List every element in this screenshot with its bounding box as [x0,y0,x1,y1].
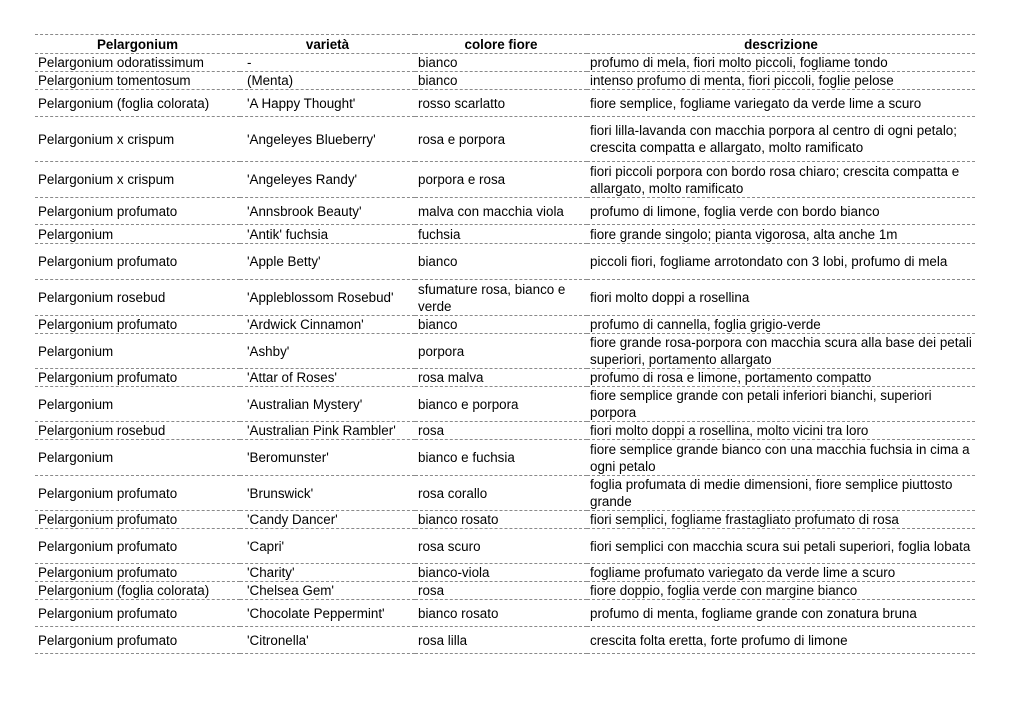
cell-species: Pelargonium [35,225,240,244]
cell-species: Pelargonium profumato [35,511,240,529]
cell-description: piccoli fiori, fogliame arrotondato con 3 lobi, profumo di mela [587,244,975,280]
cell-description: fiori piccoli porpora con bordo rosa chiaro; crescita compatta e allargato, molto ramificato [587,162,975,198]
cell-description: profumo di cannella, foglia grigio-verde [587,316,975,334]
cell-variety: 'Australian Pink Rambler' [240,422,415,440]
cell-description: fogliame profumato variegato da verde lime a scuro [587,564,975,582]
spreadsheet-page [35,34,975,654]
cell-description: profumo di rosa e limone, portamento compatto [587,369,975,387]
table-row [35,600,975,627]
cell-flower-color: fuchsia [415,225,587,244]
cell-variety: 'Ardwick Cinnamon' [240,316,415,334]
cell-species: Pelargonium tomentosum [35,72,240,90]
cell-description: fiore doppio, foglia verde con margine bianco [587,582,975,600]
cell-variety: 'Attar of Roses' [240,369,415,387]
cell-description: fiore grande rosa-porpora con macchia scura alla base dei petali superiori, portamento allargato [587,334,975,369]
cell-species: Pelargonium x crispum [35,162,240,198]
cell-species: Pelargonium [35,334,240,369]
cell-variety: 'Apple Betty' [240,244,415,280]
cell-species: Pelargonium rosebud [35,422,240,440]
table-row [35,117,975,162]
table-row [35,476,975,511]
cell-variety: 'A Happy Thought' [240,90,415,117]
cell-flower-color: bianco [415,54,587,72]
table-row [35,627,975,654]
cell-variety: - [240,54,415,72]
cell-variety: 'Candy Dancer' [240,511,415,529]
cell-flower-color: porpora e rosa [415,162,587,198]
table-row [35,198,975,225]
header-species: Pelargonium [35,35,240,54]
cell-species: Pelargonium profumato [35,476,240,511]
cell-species: Pelargonium odoratissimum [35,54,240,72]
table-row [35,440,975,476]
cell-description: fiori semplici con macchia scura sui petali superiori, foglia lobata [587,529,975,564]
cell-species: Pelargonium x crispum [35,117,240,162]
cell-variety: 'Ashby' [240,334,415,369]
table-row [35,511,975,529]
cell-flower-color: rosa lilla [415,627,587,654]
cell-description: fiori lilla-lavanda con macchia porpora al centro di ogni petalo; crescita compatta e allargato, molto ramificato [587,117,975,162]
cell-description: foglia profumata di medie dimensioni, fiore semplice piuttosto grande [587,476,975,511]
cell-species: Pelargonium profumato [35,600,240,627]
cell-description: fiore semplice grande bianco con una macchia fuchsia in cima a ogni petalo [587,440,975,476]
cell-variety: 'Chelsea Gem' [240,582,415,600]
cell-description: fiore semplice grande con petali inferiori bianchi, superiori porpora [587,387,975,422]
cell-variety: 'Angeleyes Randy' [240,162,415,198]
cell-species: Pelargonium rosebud [35,280,240,316]
table-row [35,334,975,369]
cell-flower-color: bianco [415,316,587,334]
cell-species: Pelargonium profumato [35,529,240,564]
cell-description: fiore semplice, fogliame variegato da verde lime a scuro [587,90,975,117]
cell-description: profumo di limone, foglia verde con bordo bianco [587,198,975,225]
cell-flower-color: rosa [415,422,587,440]
cell-flower-color: bianco e fuchsia [415,440,587,476]
cell-flower-color: rosa corallo [415,476,587,511]
cell-variety: 'Appleblossom Rosebud' [240,280,415,316]
cell-variety: 'Beromunster' [240,440,415,476]
table-row [35,529,975,564]
cell-flower-color: bianco rosato [415,511,587,529]
cell-variety: 'Annsbrook Beauty' [240,198,415,225]
header-row [35,35,975,54]
cell-description: fiore grande singolo; pianta vigorosa, alta anche 1m [587,225,975,244]
cell-species: Pelargonium profumato [35,198,240,225]
table-row [35,387,975,422]
cell-description: intenso profumo di menta, fiori piccoli, foglie pelose [587,72,975,90]
cell-description: fiori semplici, fogliame frastagliato profumato di rosa [587,511,975,529]
cell-species: Pelargonium (foglia colorata) [35,582,240,600]
table-row [35,280,975,316]
table-row [35,582,975,600]
cell-flower-color: bianco e porpora [415,387,587,422]
table-row [35,225,975,244]
cell-variety: 'Charity' [240,564,415,582]
cell-flower-color: bianco [415,72,587,90]
cell-variety: (Menta) [240,72,415,90]
table-body [35,54,975,654]
cell-flower-color: malva con macchia viola [415,198,587,225]
cell-flower-color: rosa e porpora [415,117,587,162]
cell-species: Pelargonium profumato [35,369,240,387]
table-row [35,244,975,280]
cell-variety: 'Angeleyes Blueberry' [240,117,415,162]
cell-flower-color: porpora [415,334,587,369]
cell-flower-color: sfumature rosa, bianco e verde [415,280,587,316]
cell-description: profumo di menta, fogliame grande con zonatura bruna [587,600,975,627]
cell-species: Pelargonium profumato [35,316,240,334]
cell-species: Pelargonium [35,440,240,476]
header-variety: varietà [240,35,415,54]
cell-flower-color: bianco rosato [415,600,587,627]
cell-variety: 'Australian Mystery' [240,387,415,422]
cell-variety: 'Chocolate Peppermint' [240,600,415,627]
cell-flower-color: bianco-viola [415,564,587,582]
cell-description: fiori molto doppi a rosellina [587,280,975,316]
cell-flower-color: rosa malva [415,369,587,387]
pelargonium-table [35,34,975,654]
table-row [35,369,975,387]
cell-variety: 'Citronella' [240,627,415,654]
cell-description: profumo di mela, fiori molto piccoli, fogliame tondo [587,54,975,72]
table-row [35,422,975,440]
cell-variety: 'Capri' [240,529,415,564]
cell-species: Pelargonium profumato [35,244,240,280]
header-description: descrizione [587,35,975,54]
table-row [35,90,975,117]
cell-species: Pelargonium (foglia colorata) [35,90,240,117]
cell-flower-color: bianco [415,244,587,280]
table-row [35,54,975,72]
header-flower-color: colore fiore [415,35,587,54]
table-row [35,564,975,582]
cell-species: Pelargonium [35,387,240,422]
table-row [35,162,975,198]
cell-description: fiori molto doppi a rosellina, molto vicini tra loro [587,422,975,440]
cell-variety: 'Antik' fuchsia [240,225,415,244]
cell-description: crescita folta eretta, forte profumo di limone [587,627,975,654]
cell-flower-color: rosa [415,582,587,600]
cell-flower-color: rosso scarlatto [415,90,587,117]
cell-species: Pelargonium profumato [35,627,240,654]
cell-species: Pelargonium profumato [35,564,240,582]
table-row [35,316,975,334]
cell-variety: 'Brunswick' [240,476,415,511]
table-row [35,72,975,90]
cell-flower-color: rosa scuro [415,529,587,564]
